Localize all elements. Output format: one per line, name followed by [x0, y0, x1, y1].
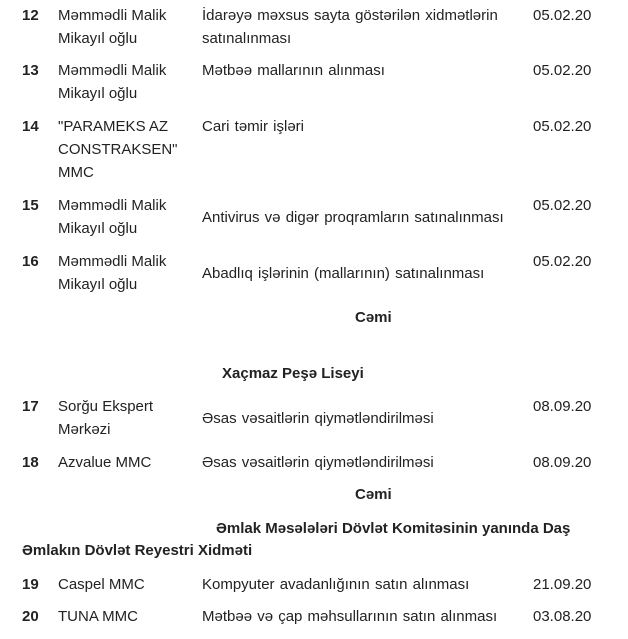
row-number: 14 — [22, 118, 39, 135]
date: 05.02.20 — [533, 253, 592, 270]
service-description: Antivirus və digər proqramların satınalınması — [202, 209, 504, 226]
row-number: 16 — [22, 253, 39, 270]
date: 05.02.20 — [533, 197, 592, 214]
company-name: TUNA MMC — [58, 608, 138, 625]
date: 05.02.20 — [533, 62, 592, 79]
service-description: Mətbəə və çap məhsullarının satın alınması — [202, 608, 498, 625]
section-heading: Xaçmaz Peşə Liseyi — [222, 365, 364, 382]
date: 05.02.20 — [533, 118, 592, 135]
total-label: Cəmi — [355, 486, 392, 503]
row-number: 17 — [22, 398, 39, 415]
date: 21.09.20 — [533, 576, 592, 593]
company-name: Məmmədli Malik Mikayıl oğlu — [58, 62, 167, 102]
date: 08.09.20 — [533, 454, 592, 471]
company-name: "PARAMEKS AZ CONSTRAKSEN" MMC — [58, 118, 178, 181]
service-description: Cari təmir işləri — [202, 118, 305, 135]
section-heading: Əmlak Məsələləri Dövlət Komitəsinin yanında Daş — [216, 520, 571, 537]
service-description: Əsas vəsaitlərin qiymətləndirilməsi — [202, 410, 434, 427]
company-name: Məmmədli Malik Mikayıl oğlu — [58, 253, 167, 293]
row-number: 13 — [22, 62, 39, 79]
row-number: 12 — [22, 7, 39, 24]
company-name: Azvalue MMC — [58, 454, 152, 471]
company-name: Caspel MMC — [58, 576, 145, 593]
company-name: Sorğu Ekspert Mərkəzi — [58, 398, 154, 438]
service-description: Abadlıq işlərinin (mallarının) satınalınması — [202, 265, 485, 282]
service-description: Kompyuter avadanlığının satın alınması — [202, 576, 470, 593]
service-description: Əsas vəsaitlərin qiymətləndirilməsi — [202, 454, 434, 471]
service-description: Mətbəə mallarının alınması — [202, 62, 385, 79]
date: 08.09.20 — [533, 398, 592, 415]
row-number: 19 — [22, 576, 39, 593]
section-heading-continued: Əmlakın Dövlət Reyestri Xidməti — [22, 542, 253, 559]
row-number: 18 — [22, 454, 39, 471]
service-description: İdarəyə məxsus sayta göstərilən xidmətlərin satınalınması — [202, 7, 498, 47]
row-number: 15 — [22, 197, 39, 214]
date: 05.02.20 — [533, 7, 592, 24]
date: 03.08.20 — [533, 608, 592, 625]
company-name: Məmmədli Malik Mikayıl oğlu — [58, 7, 167, 47]
row-number: 20 — [22, 608, 39, 625]
company-name: Məmmədli Malik Mikayıl oğlu — [58, 197, 167, 237]
total-label: Cəmi — [355, 309, 392, 326]
